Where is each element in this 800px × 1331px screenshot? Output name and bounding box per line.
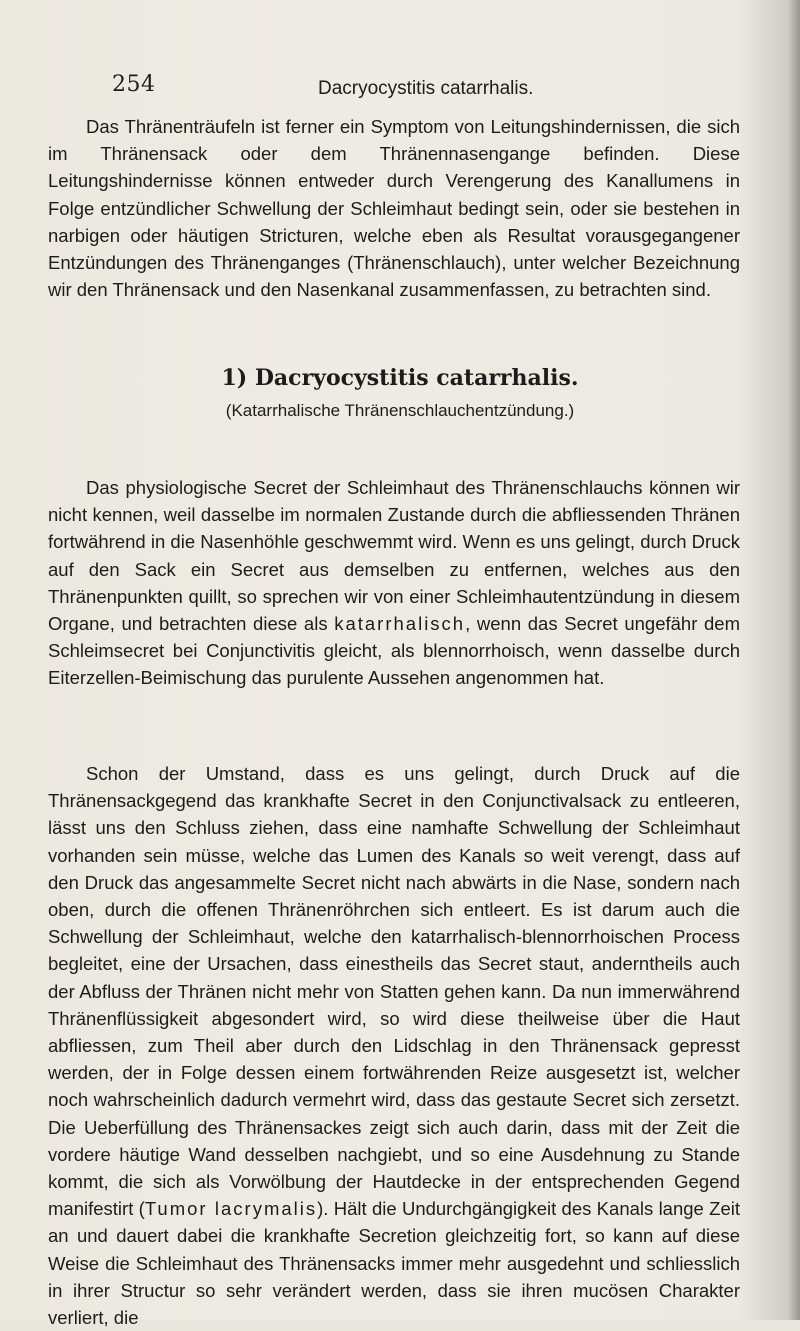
paragraph-3-part-2: ). Hält die Undurchgängigkeit des Kanals lange Zeit an und dauert dabei die krankhafte Secretion gleichzeitig fort, so kann auf diese Weise die Schleimhaut des Thränensacks immer mehr ausgedehnt und schliesslich in ihrer Structur so sehr verändert werden, dass sie ihren mucösen Charakter verliert, die: [48, 1198, 740, 1329]
paragraph-2-part-1: Das physiologische Secret der Schleimhaut des Thränenschlauchs können wir nicht kennen, weil dasselbe im normalen Zustande durch die abfliessenden Thränen fortwährend in die Nasenhöhle geschwemmt wird. Wenn es uns gelingt, durch Druck auf den Sack ein Secret aus demselben zu entfernen, welches aus den Thränenpunkten quillt, so sprechen wir von einer Schleimhautentzündung in diesem Organe, und betrachten diese als: [48, 477, 740, 635]
page-edge-shadow: [788, 0, 800, 1320]
paragraph-2-part-2: , wenn das Secret ungefähr dem Schleimsecret bei Conjunctivitis gleicht, als blennorrhoisch, wenn dasselbe durch Eiterzellen-Beimischung das purulente Aussehen angenommen hat.: [48, 613, 740, 689]
paragraph-3-part-1: Schon der Umstand, dass es uns gelingt, durch Druck auf die Thränensackgegend das krankhafte Secret in den Conjunctivalsack zu entleeren, lässt uns den Schluss ziehen, dass eine namhafte Schwellung der Schleimhaut vorhanden sein müsse, welche das Lumen des Kanals so weit verengt, dass auf den Druck das angesammelte Secret nicht nach abwärts in die Nase, sondern nach oben, durch die offenen Thränenröhrchen sich entleert. Es ist darum auch die Schwellung der Schleimhaut, welche den katarrhalisch-blennorrhoischen Process begleitet, eine der Ursachen, dass einestheils das Secret staut, anderntheils auch der Abfluss der Thränen nicht mehr von Statten gehen kann. Da nun immerwährend Thränenflüssigkeit abgesondert wird, so wird diese theilweise über die Haut abfliessen, zum Theil aber durch den Lidschlag in den Thränensack gepresst werden, der in Folge dessen einem fortwährenden Reize ausgesetzt ist, welcher noch wahrscheinlich dadurch vermehrt wird, dass das gestaute Secret sich zersetzt. Die Ueberfüllung des Thränensackes zeigt sich auch darin, dass mit der Zeit die vordere häutige Wand desselben nachgiebt, und so eine Ausdehnung zu Stande kommt, die sich als Vorwölbung der Hautdecke in der entsprechenden Gegend manifestirt (: [48, 763, 740, 1220]
page-number: 254: [112, 72, 156, 97]
term-katarrhalisch: katarrhalisch: [334, 613, 466, 635]
intro-paragraph: Das Thränenträufeln ist ferner ein Symptom von Leitungshindernissen, die sich im Thränensack oder dem Thränennasengange befinden. Diese Leitungshindernisse können entweder durch Verengerung des Kanallumens in Folge entzündlicher Schwellung der Schleimhaut bedingt sein, oder sie bestehen in narbigen oder häutigen Stricturen, welche eben als Resultat vorausgegangener Entzündungen des Thränenganges (Thränenschlauch), unter welcher Bezeichnung wir den Thränensack und den Nasenkanal zusammenfassen, zu betrachten sind.: [48, 116, 740, 301]
paragraph-physiological-secret: [48, 474, 740, 692]
paragraph-swelling: [48, 760, 740, 1331]
running-title: Dacryocystitis catarrhalis.: [318, 78, 534, 99]
term-tumor-lacrymalis: Tumor lacrymalis: [144, 1198, 318, 1220]
section-subtitle: (Katarrhalische Thränenschlauchentzündung.): [225, 401, 575, 420]
section-title: 1) Dacryocystitis catarrhalis.: [221, 365, 579, 391]
